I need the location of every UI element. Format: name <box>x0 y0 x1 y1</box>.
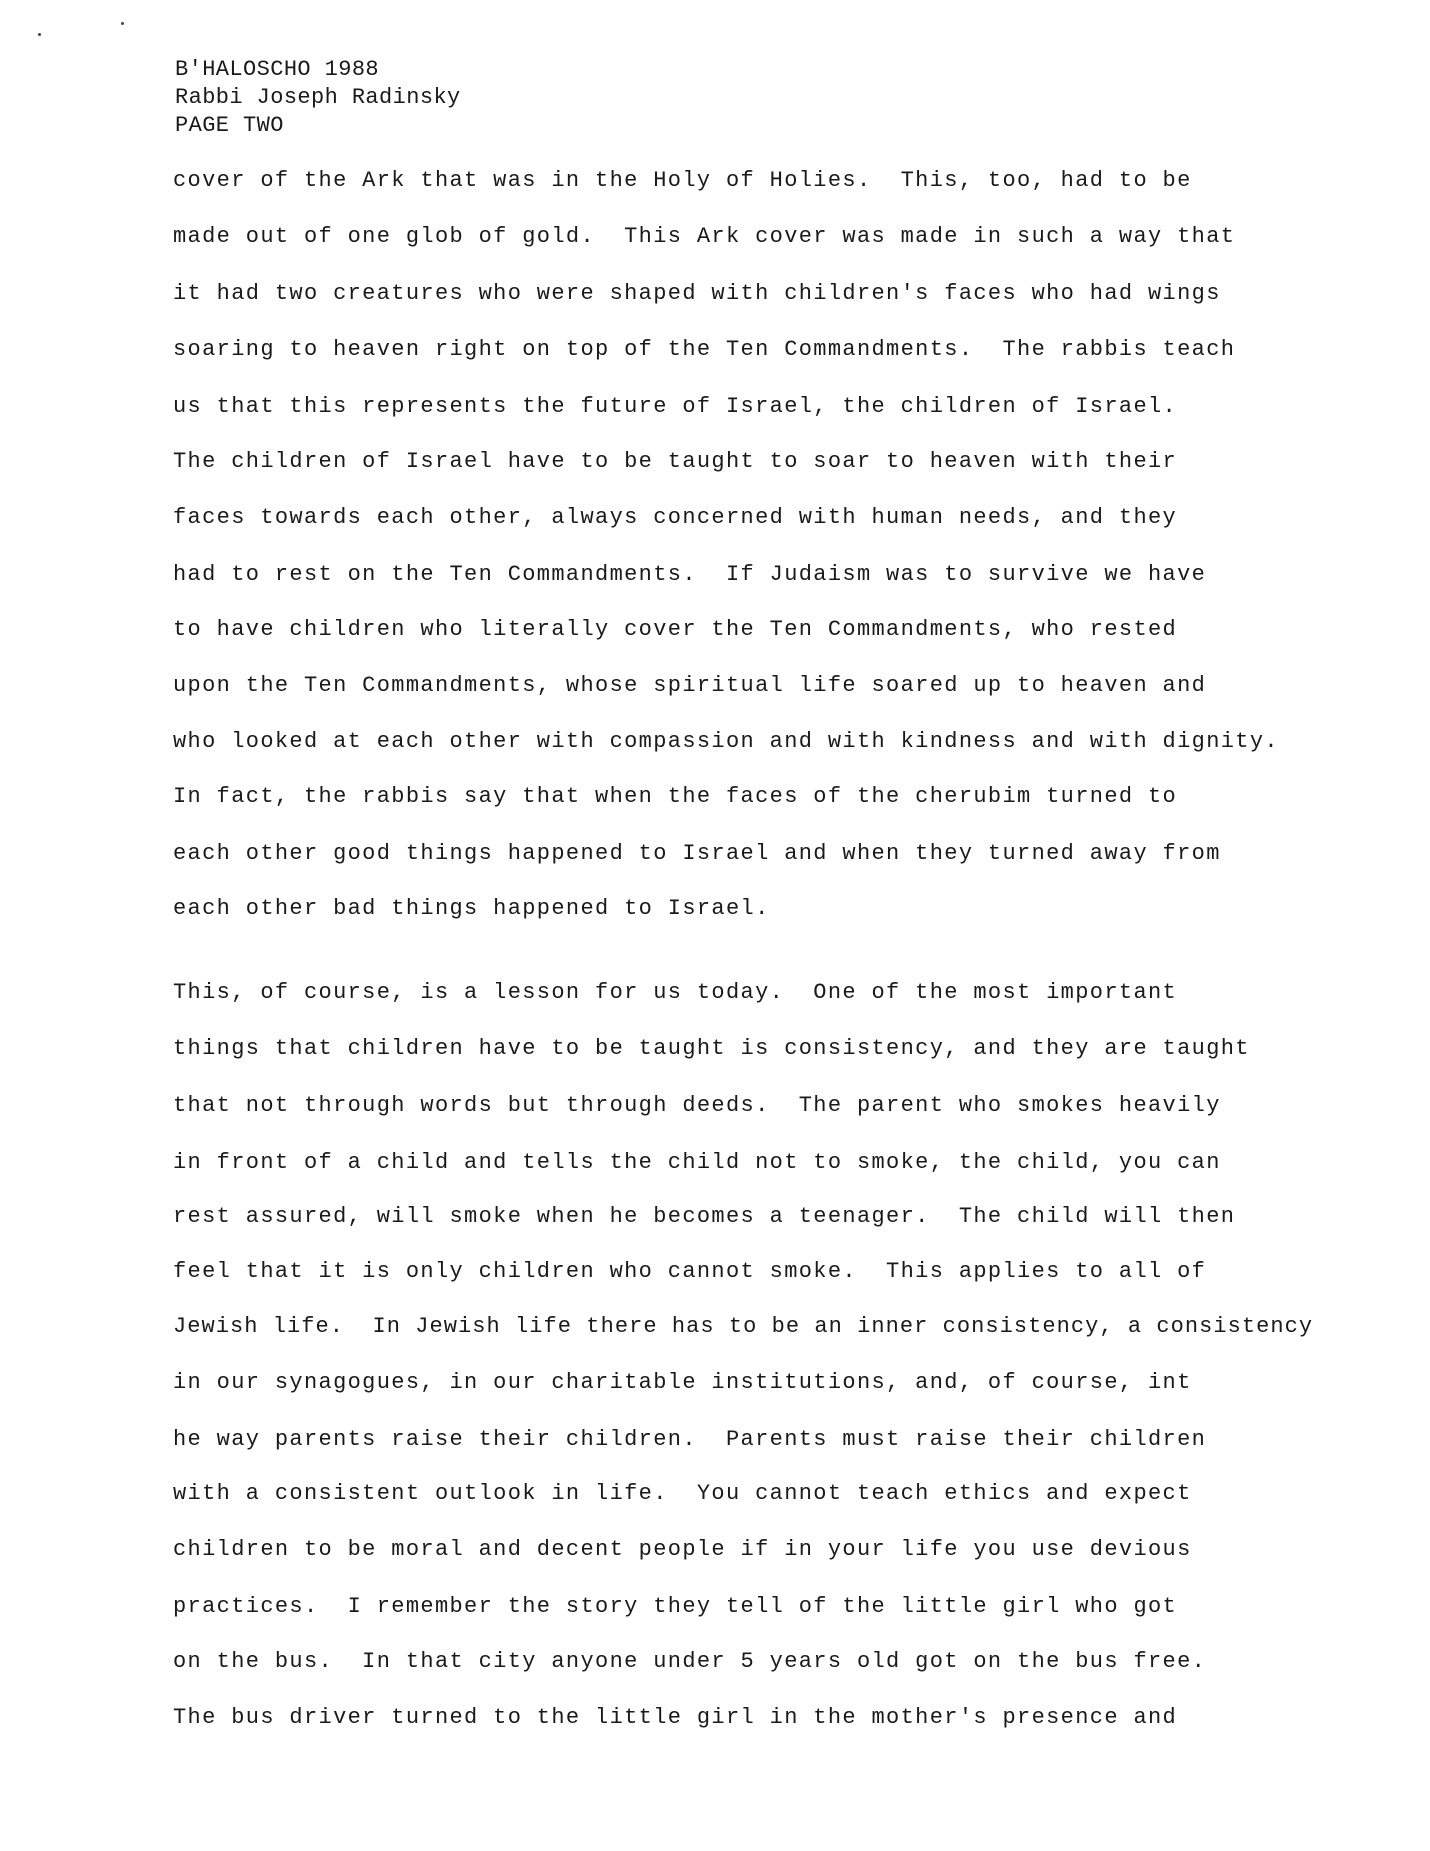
header-author: Rabbi Joseph Radinsky <box>175 85 461 110</box>
text-line: to have children who literally cover the Ten Commandments, who rested <box>173 617 1178 642</box>
text-line: children to be moral and decent people if in your life you use devious <box>173 1537 1192 1562</box>
text-line: In fact, the rabbis say that when the faces of the cherubim turned to <box>173 784 1178 809</box>
text-line: us that this represents the future of Israel, the children of Israel. <box>173 394 1178 419</box>
text-line: he way parents raise their children. Parents must raise their children <box>173 1427 1207 1452</box>
text-line: cover of the Ark that was in the Holy of Holies. This, too, had to be <box>173 168 1192 193</box>
text-line: with a consistent outlook in life. You cannot teach ethics and expect <box>173 1481 1192 1506</box>
header-page-label: PAGE TWO <box>175 113 284 138</box>
text-line: The children of Israel have to be taught to soar to heaven with their <box>173 449 1178 474</box>
text-line: soaring to heaven right on top of the Ten Commandments. The rabbis teach <box>173 337 1236 362</box>
text-line: The bus driver turned to the little girl in the mother's presence and <box>173 1705 1178 1730</box>
document-header <box>175 56 461 140</box>
scan-speck <box>38 33 41 36</box>
text-line: rest assured, will smoke when he becomes a teenager. The child will then <box>173 1204 1236 1229</box>
text-line: each other good things happened to Israel and when they turned away from <box>173 841 1221 866</box>
text-line: things that children have to be taught is consistency, and they are taught <box>173 1036 1250 1061</box>
scan-speck <box>121 22 124 25</box>
text-line: feel that it is only children who cannot smoke. This applies to all of <box>173 1259 1207 1284</box>
text-line: practices. I remember the story they tell of the little girl who got <box>173 1594 1178 1619</box>
text-line: on the bus. In that city anyone under 5 years old got on the bus free. <box>173 1649 1207 1674</box>
text-line: Jewish life. In Jewish life there has to be an inner consistency, a consistency <box>173 1314 1314 1339</box>
text-line: who looked at each other with compassion and with kindness and with dignity. <box>173 729 1279 754</box>
text-line: had to rest on the Ten Commandments. If Judaism was to survive we have <box>173 562 1207 587</box>
text-line: This, of course, is a lesson for us today. One of the most important <box>173 980 1178 1005</box>
text-line: made out of one glob of gold. This Ark cover was made in such a way that <box>173 224 1236 249</box>
text-line: it had two creatures who were shaped with children's faces who had wings <box>173 281 1221 306</box>
text-line: faces towards each other, always concerned with human needs, and they <box>173 505 1178 530</box>
text-line: upon the Ten Commandments, whose spiritual life soared up to heaven and <box>173 673 1207 698</box>
text-line: each other bad things happened to Israel. <box>173 896 770 921</box>
text-line: that not through words but through deeds. The parent who smokes heavily <box>173 1093 1221 1118</box>
text-line: in front of a child and tells the child not to smoke, the child, you can <box>173 1150 1221 1175</box>
text-line: in our synagogues, in our charitable institutions, and, of course, int <box>173 1370 1192 1395</box>
header-title: B'HALOSCHO 1988 <box>175 57 380 82</box>
